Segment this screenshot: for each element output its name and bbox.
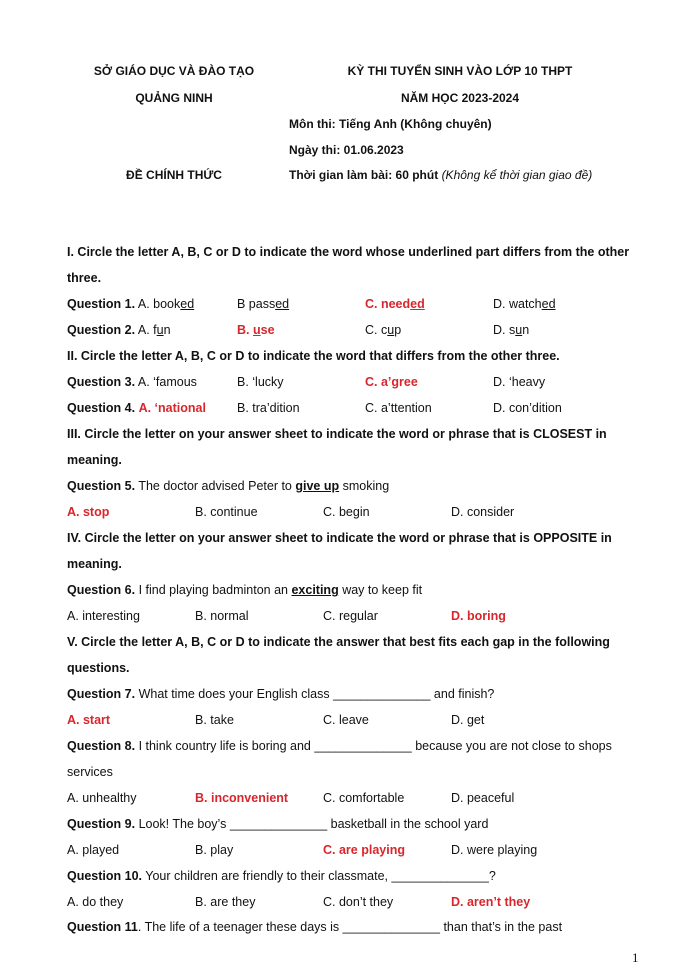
q7-option-b: B. take: [195, 713, 234, 727]
section-1-heading-cont: three.: [67, 271, 102, 285]
section-5-heading-cont: questions.: [67, 661, 130, 675]
official-exam-label: ĐỀ CHÍNH THỨC: [126, 168, 222, 182]
q7-option-a: A. start: [67, 713, 111, 727]
q2-option-d: D. sun: [493, 323, 530, 337]
q9-option-b: B. play: [195, 843, 234, 857]
question-11: Question 11. The life of a teenager these days is ______________ than that’s in the past: [67, 920, 563, 934]
q2-option-c: C. cup: [365, 323, 402, 337]
question-3: Question 3. A. ‘famous: [67, 375, 197, 389]
q5-option-d: D. consider: [451, 505, 515, 519]
question-1: Question 1. A. booked: [67, 297, 195, 311]
section-1-heading: I. Circle the letter A, B, C or D to indicate the word whose underlined part differs from the other: [67, 245, 630, 259]
q1-option-d: D. watched: [493, 297, 556, 311]
question-4: Question 4. A. ‘national: [67, 401, 206, 415]
q7-option-d: D. get: [451, 713, 485, 727]
q8-option-a: A. unhealthy: [67, 791, 137, 805]
q9-option-d: D. were playing: [451, 843, 538, 857]
question-6: Question 6. I find playing badminton an exciting way to keep fit: [67, 583, 423, 597]
section-4-heading-cont: meaning.: [67, 557, 122, 571]
q8-option-b: B. inconvenient: [195, 791, 289, 805]
q6-option-c: C. regular: [323, 609, 378, 623]
q4-option-c: C. a’ttention: [365, 401, 432, 415]
q10-option-d: D. aren’t they: [451, 895, 531, 909]
q6-option-a: A. interesting: [67, 609, 140, 623]
page-number: 1: [632, 950, 639, 965]
question-7: Question 7. What time does your English class ______________ and finish?: [67, 687, 495, 701]
q4-option-d: D. con’dition: [493, 401, 562, 415]
q6-option-d: D. boring: [451, 609, 506, 623]
q3-option-c: C. a’gree: [365, 375, 418, 389]
question-2: Question 2. A. fun: [67, 323, 171, 337]
section-2-heading: II. Circle the letter A, B, C or D to indicate the word that differs from the other three.: [67, 349, 560, 363]
q5-option-b: B. continue: [195, 505, 258, 519]
q5-option-a: A. stop: [67, 505, 110, 519]
question-10: Question 10. Your children are friendly to their classmate, ______________?: [67, 869, 496, 883]
department-name: SỞ GIÁO DỤC VÀ ĐÀO TẠO: [93, 64, 255, 78]
exam-title: KỲ THI TUYỂN SINH VÀO LỚP 10 THPT: [347, 64, 573, 78]
q3-option-d: D. ‘heavy: [493, 375, 546, 389]
q2-option-b: B. use: [237, 323, 275, 337]
q7-option-c: C. leave: [323, 713, 369, 727]
section-3-heading: III. Circle the letter on your answer sheet to indicate the word or phrase that is CLOSEST in: [67, 427, 607, 441]
q8-option-c: C. comfortable: [323, 791, 405, 805]
q4-option-b: B. tra’dition: [237, 401, 300, 415]
section-3-heading-cont: meaning.: [67, 453, 122, 467]
q3-option-b: B. ‘lucky: [237, 375, 284, 389]
question-8: Question 8. I think country life is boring and ______________ because you are not close to shops: [67, 739, 612, 753]
q5-option-c: C. begin: [323, 505, 370, 519]
q10-option-a: A. do they: [67, 895, 124, 909]
province-name: QUẢNG NINH: [135, 91, 213, 105]
q9-option-c: C. are playing: [323, 843, 405, 857]
q10-option-b: B. are they: [195, 895, 256, 909]
q9-option-a: A. played: [67, 843, 120, 857]
exam-date: Ngày thi: 01.06.2023: [289, 143, 404, 157]
section-5-heading: V. Circle the letter A, B, C or D to indicate the answer that best fits each gap in the following: [67, 635, 610, 649]
q10-option-c: C. don’t they: [323, 895, 394, 909]
question-5: Question 5. The doctor advised Peter to give up smoking: [67, 479, 390, 493]
school-year: NĂM HỌC 2023-2024: [400, 91, 520, 105]
exam-duration: Thời gian làm bài: 60 phút (Không kể thời gian giao đề): [289, 168, 593, 182]
q6-option-b: B. normal: [195, 609, 249, 623]
exam-subject: Môn thi: Tiếng Anh (Không chuyên): [289, 117, 492, 131]
question-8-cont: services: [67, 765, 113, 779]
question-9: Question 9. Look! The boy’s ______________ basketball in the school yard: [67, 817, 489, 831]
q1-option-b: B passed: [237, 297, 290, 311]
q1-option-c: C. needed: [365, 297, 425, 311]
q8-option-d: D. peaceful: [451, 791, 515, 805]
section-4-heading: IV. Circle the letter on your answer sheet to indicate the word or phrase that is OPPOSITE in: [67, 531, 612, 545]
